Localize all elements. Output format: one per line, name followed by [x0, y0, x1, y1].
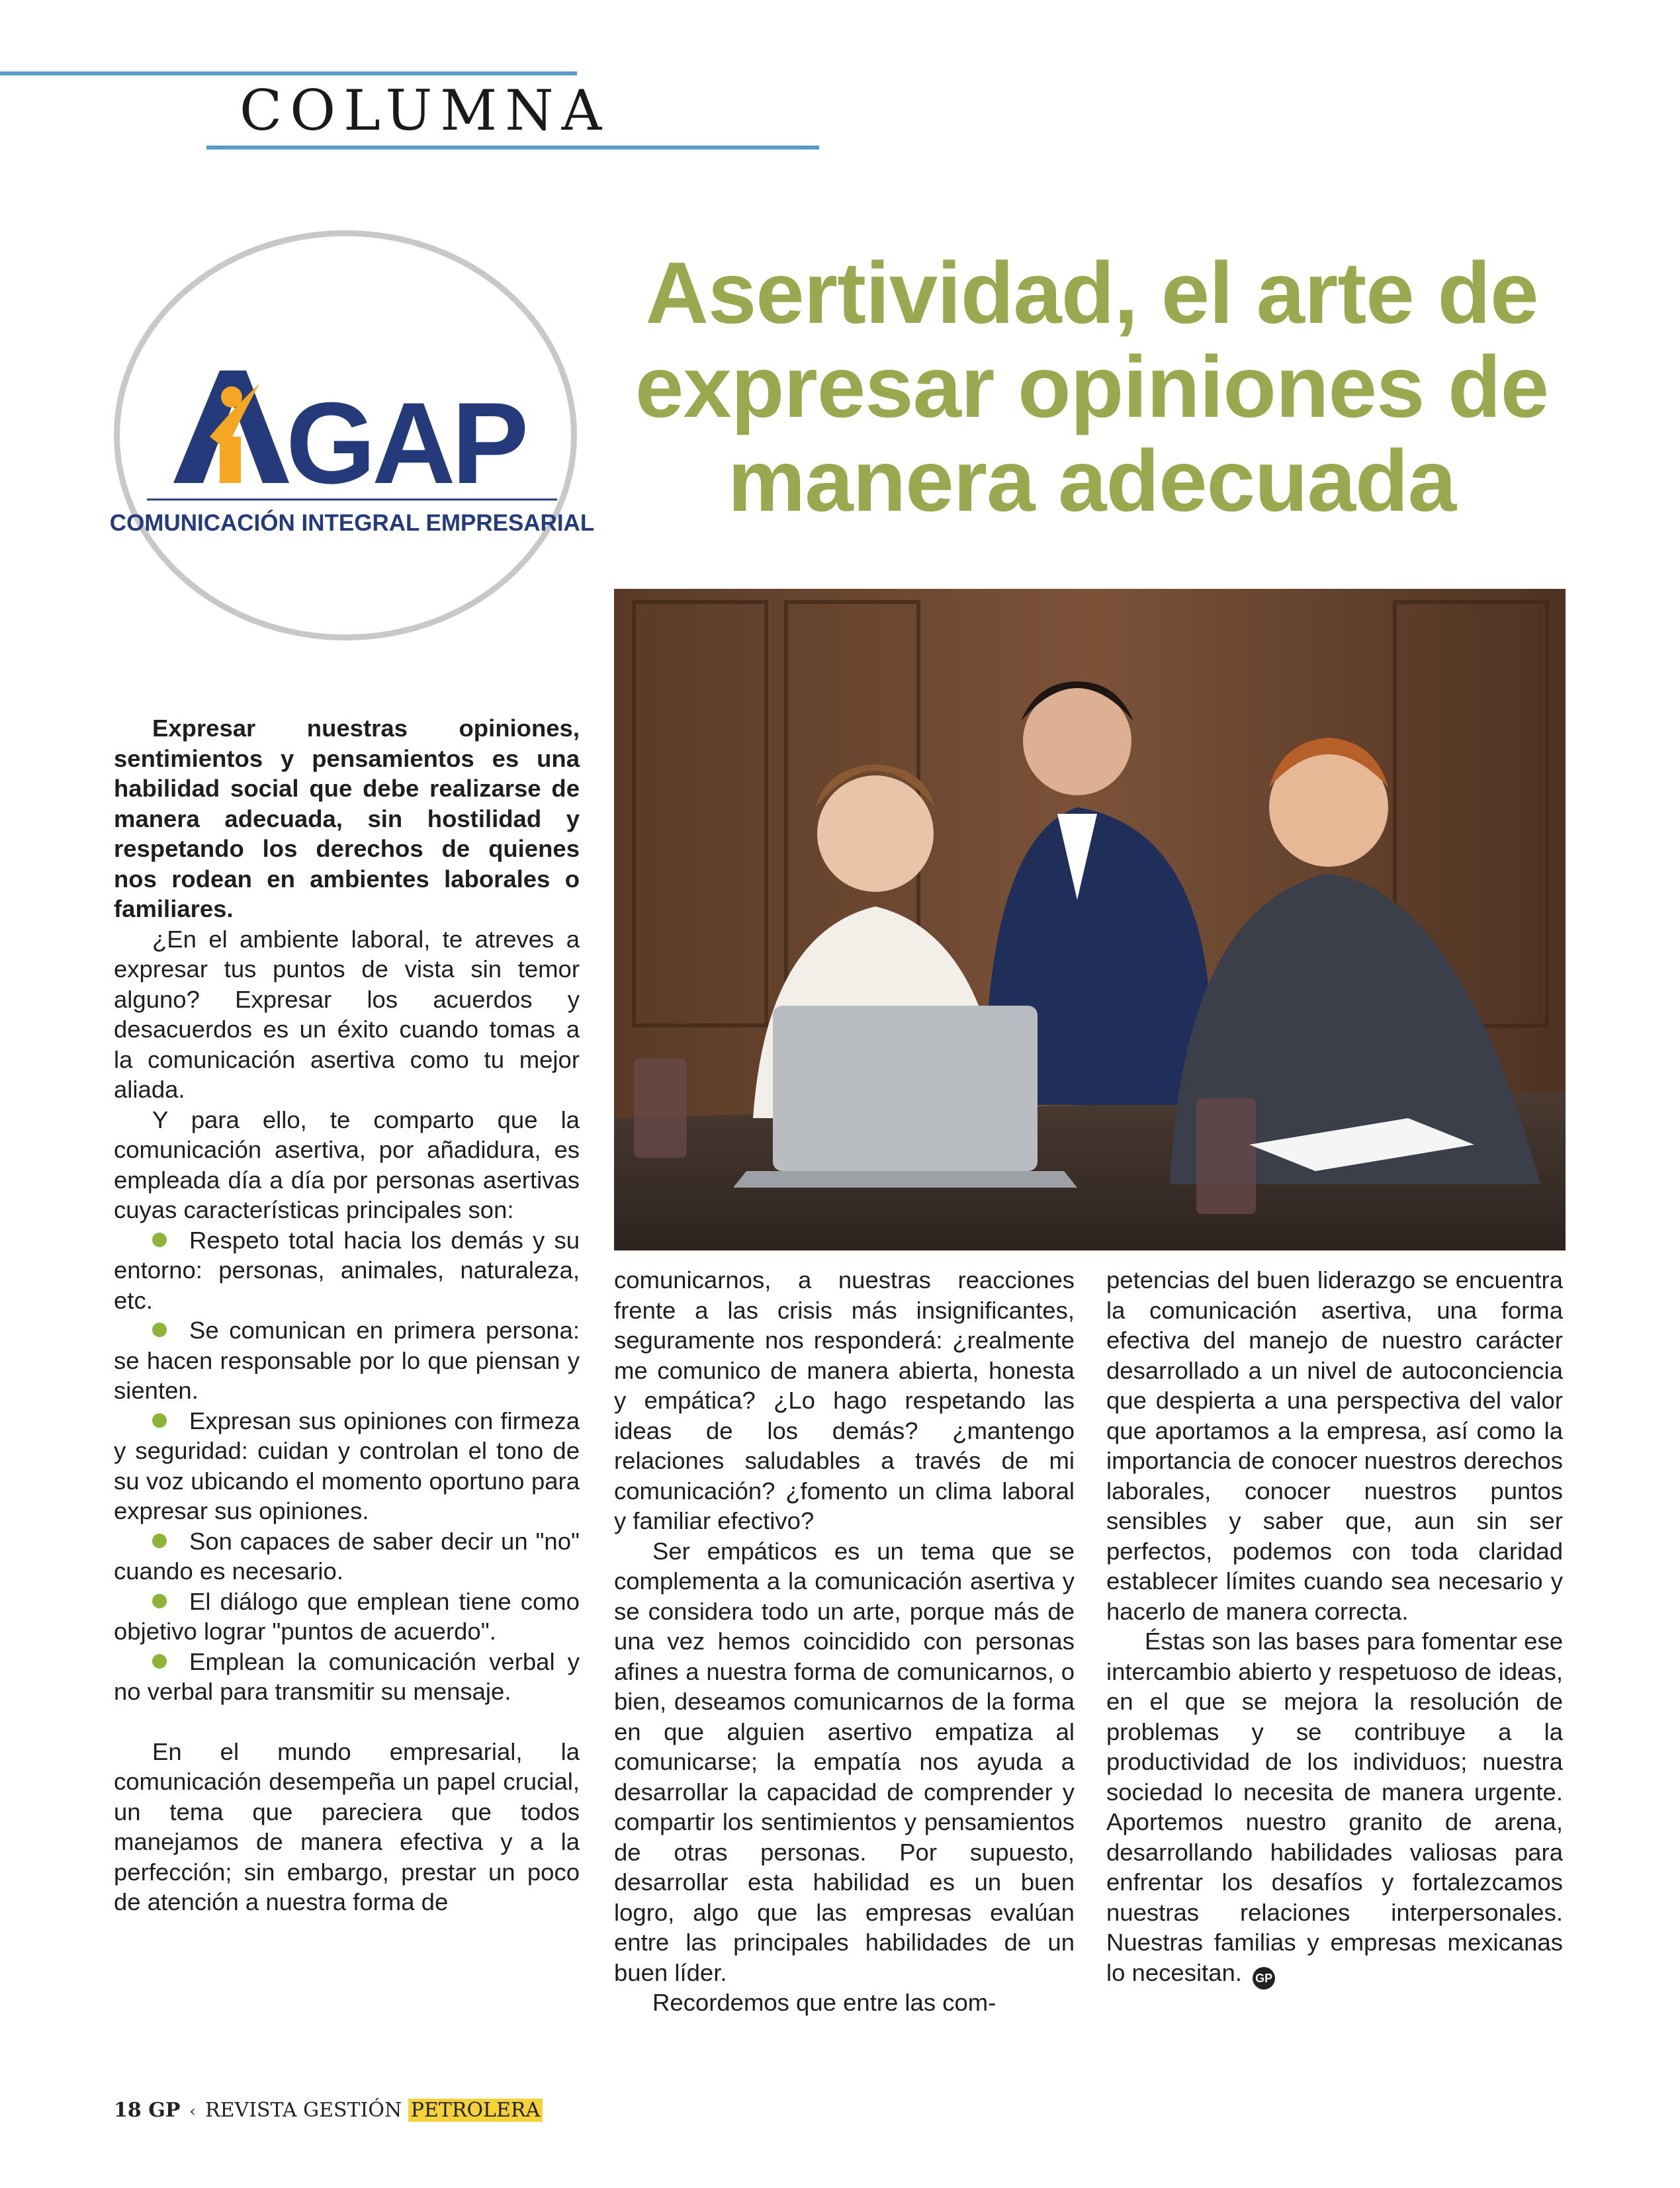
bullet-item: Emplean la comunicación verbal y no verbal para transmitir su mensaje.	[114, 1647, 580, 1705]
page-number: 18 GP	[114, 2099, 181, 2122]
article-paragraph-5-cont: petencias del buen liderazgo se encuentra la comunicación asertiva, una forma efectiva del manejo de nuestro carácter desarrollado a un nivel de autoconciencia que despierta a una perspectiva del valor que aportamos a la empresa, así como la importancia de conocer nuestros derechos laborales, conocer nuestros puntos sensibles y saber que, aun sin ser perfectos, podemos con toda claridad establecer límites cuando sea necesario y hacerlo de manera correcta.	[1106, 1266, 1563, 1625]
header-rule-top	[0, 71, 577, 75]
article-column-3	[1106, 1265, 1563, 1990]
article-photo	[614, 589, 1566, 1250]
headline-line-1: Asertividad, el arte de	[645, 244, 1538, 341]
article-paragraph-2: Y para ello, te comparto que la comunicación asertiva, por añadidura, es empleada día a día por personas asertivas cuyas características principales son:	[114, 1106, 580, 1223]
bullet-icon	[152, 1654, 167, 1669]
bullet-item: Son capaces de saber decir un "no" cuando es necesario.	[114, 1527, 580, 1585]
page-footer	[114, 2099, 543, 2122]
magazine-highlight: PETROLERA	[408, 2099, 543, 2122]
article-paragraph-1: ¿En el ambiente laboral, te atreves a expresar tus puntos de vista sin temor alguno? Expresar los acuerdos y desacuerdos es un éxito cuando tomas a la comunicación asertiva como tu mejor aliada.	[114, 925, 580, 1103]
bullet-icon	[152, 1594, 167, 1608]
article-paragraph-3-start: En el mundo empresarial, la comunicación desempeña un papel crucial, un tema que pareciera que todos manejamos de manera efectiva y a la perfección; sin embargo, prestar un poco de atención a nuestra forma de	[114, 1737, 580, 1915]
headline-line-3: manera adecuada	[727, 432, 1456, 529]
bullet-icon	[152, 1534, 167, 1548]
magazine-name: REVISTA GESTIÓN	[204, 2099, 402, 2122]
header-rule-bottom	[206, 146, 819, 150]
article-paragraph-6: Éstas son las bases para fomentar ese intercambio abierto y respetuoso de ideas, en el que se mejora la resolución de problemas y se contribuye a la productividad de los individuos; nuestra sociedad lo necesita de manera urgente. Aportemos nuestro granito de arena, desarrollando habilidades valiosas para enfrentar los desafíos y fortalezcamos nuestras relaciones interpersonales. Nuestras familias y empresas mexicanas lo necesitan. GP	[1106, 1626, 1563, 1990]
svg-text:GAP: GAP	[286, 379, 525, 508]
bullet-item: Se comunican en primera persona: se hacen responsable por lo que piensan y sienten.	[114, 1317, 580, 1404]
bullet-icon	[152, 1323, 167, 1337]
bullet-item: Expresan sus opiniones con firmeza y seguridad: cuidan y controlan el tono de su voz ubicando el momento oportuno para expresar sus opiniones.	[114, 1407, 580, 1524]
article-headline	[596, 246, 1588, 528]
article-lead: Expresar nuestras opiniones, sentimientos y pensamientos es una habilidad social que debe realizarse de manera adecuada, sin hostilidad y respetando los derechos de quienes nos rodean en ambientes laborales o familiares.	[114, 715, 580, 922]
logo-tagline: COMUNICACIÓN INTEGRAL EMPRESARIAL	[109, 510, 595, 536]
bullet-item: Respeto total hacia los demás y su entorno: personas, animales, naturaleza, etc.	[114, 1226, 580, 1314]
section-label: COLUMNA	[240, 78, 610, 143]
bullet-icon	[152, 1233, 167, 1247]
end-mark-icon: GP	[1253, 1967, 1275, 1990]
article-paragraph-4: Ser empáticos es un tema que se complementa a la comunicación asertiva y se considera todo un arte, porque más de una vez hemos coincidido con personas afines a nuestra forma de comunicarnos, o bien, deseamos comunicarnos de la forma en que alguien asertivo empatiza al comunicarse; la empatía nos ayuda a desarrollar la capacidad de comprender y compartir los sentimientos y pensamientos de otras personas. Por supuesto, desarrollar esta habilidad es un buen logro, algo que las empresas evalúan entre las principales habilidades de un buen líder.	[614, 1537, 1075, 1986]
article-paragraph-3-cont: comunicarnos, a nuestras reacciones frente a las crisis más insignificantes, seguramente nos responderá: ¿realmente me comunico de manera abierta, honesta y empática? ¿Lo hago respetando las ideas de los demás? ¿mantengo relaciones saludables a través de mi comunicación? ¿fomento un clima laboral y familiar efectivo?	[614, 1266, 1075, 1534]
agap-logo	[109, 357, 595, 543]
footer-separator: ‹	[189, 2102, 196, 2121]
bullet-icon	[152, 1413, 167, 1428]
bullet-item: El diálogo que emplean tiene como objetivo lograr "puntos de acuerdo".	[114, 1587, 580, 1645]
article-column-2	[614, 1265, 1075, 2018]
article-column-1	[114, 713, 580, 1917]
headline-line-2: expresar opiniones de	[635, 338, 1549, 435]
article-paragraph-5-start: Recordemos que entre las com-	[652, 1989, 996, 2016]
